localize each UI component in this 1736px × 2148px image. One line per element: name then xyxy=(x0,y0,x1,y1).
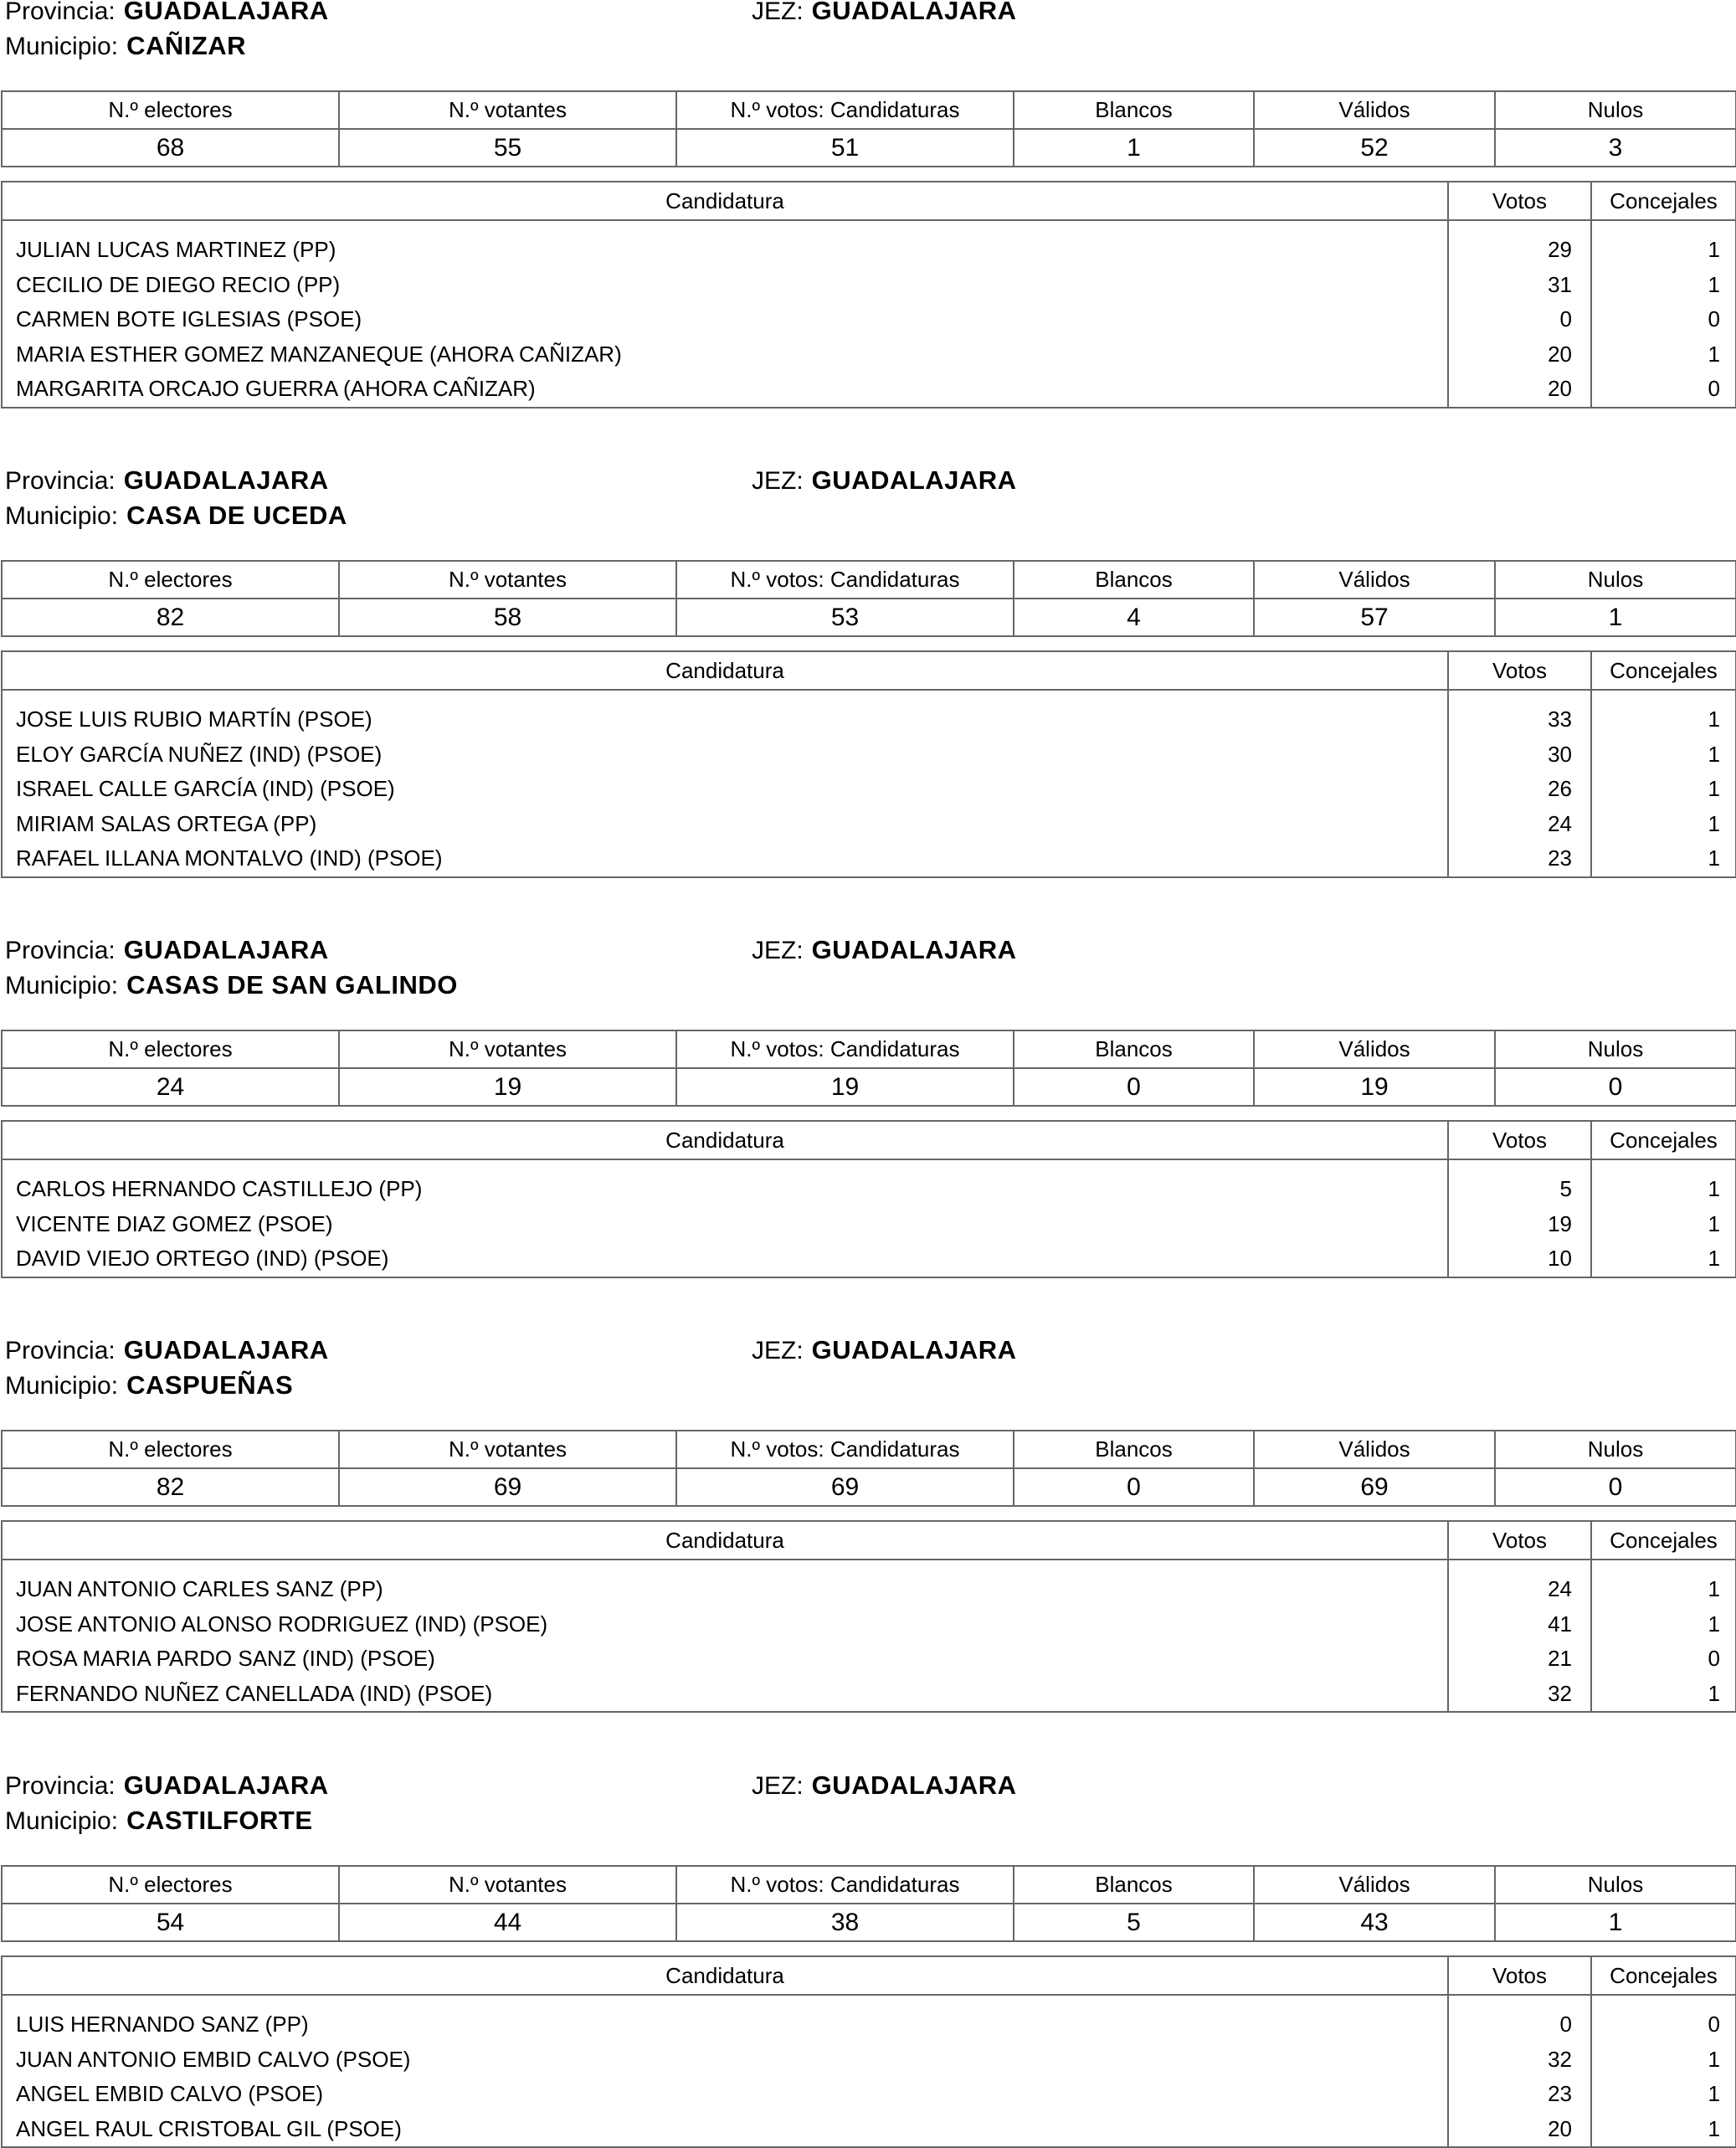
candidate-concejales: 1 xyxy=(1591,233,1736,268)
stats-header-electores: N.º electores xyxy=(2,561,339,599)
jez xyxy=(752,0,1017,26)
stats-value-votos_candidaturas: 38 xyxy=(676,1904,1014,1941)
candidate-votos: 41 xyxy=(1448,1607,1591,1642)
candidate-concejales: 1 xyxy=(1591,2043,1736,2078)
stats-value-validos: 19 xyxy=(1254,1068,1495,1106)
stats-value-votos_candidaturas: 69 xyxy=(676,1468,1014,1506)
candidate-row xyxy=(2,302,1736,337)
candidate-row xyxy=(2,1572,1736,1607)
stats-value-votos_candidaturas: 53 xyxy=(676,599,1014,636)
stats-header-electores: N.º electores xyxy=(2,1431,339,1468)
provincia xyxy=(5,936,329,965)
candidate-row xyxy=(2,1607,1736,1642)
municipio-value: CAÑIZAR xyxy=(126,31,247,60)
candidate-votos: 23 xyxy=(1448,841,1591,877)
candidate-row xyxy=(2,1241,1736,1277)
stats-header-row xyxy=(2,561,1736,599)
candidates-table xyxy=(1,1520,1736,1713)
candidate-row xyxy=(2,772,1736,807)
stats-value-nulos: 1 xyxy=(1495,599,1736,636)
municipio xyxy=(5,1371,293,1400)
candidate-concejales: 1 xyxy=(1591,337,1736,373)
jez-label: JEZ: xyxy=(752,1772,804,1800)
candidate-row xyxy=(2,2043,1736,2078)
stats-value-votantes: 44 xyxy=(339,1904,676,1941)
candidate-name: VICENTE DIAZ GOMEZ (PSOE) xyxy=(2,1207,1448,1242)
stats-header-votantes: N.º votantes xyxy=(339,561,676,599)
stats-header-blancos: Blancos xyxy=(1014,1030,1254,1068)
stats-header-row xyxy=(2,1030,1736,1068)
candidates-table xyxy=(1,181,1736,409)
stats-value-validos: 43 xyxy=(1254,1904,1495,1941)
stats-value-electores: 82 xyxy=(2,599,339,636)
candidate-concejales: 1 xyxy=(1591,1241,1736,1277)
candidate-row xyxy=(2,2007,1736,2043)
candidate-concejales: 1 xyxy=(1591,2077,1736,2112)
candidate-row xyxy=(2,841,1736,877)
stats-header-blancos: Blancos xyxy=(1014,1431,1254,1468)
stats-header-votantes: N.º votantes xyxy=(339,91,676,129)
candidate-row xyxy=(2,1172,1736,1207)
spacer-cell xyxy=(2,1560,1448,1572)
jez-label: JEZ: xyxy=(752,467,804,495)
candidate-concejales: 1 xyxy=(1591,841,1736,877)
jez-value: GUADALAJARA xyxy=(811,0,1017,25)
header-votos: Votos xyxy=(1448,182,1591,220)
header-concejales: Concejales xyxy=(1591,1956,1736,1995)
candidates-header-row xyxy=(2,1121,1736,1159)
stats-header-validos: Válidos xyxy=(1254,1866,1495,1904)
municipio-label: Municipio: xyxy=(5,33,119,60)
spacer-cell xyxy=(1448,1159,1591,1172)
header-concejales: Concejales xyxy=(1591,182,1736,220)
candidate-name: MARGARITA ORCAJO GUERRA (AHORA CAÑIZAR) xyxy=(2,372,1448,408)
jez-label: JEZ: xyxy=(752,0,804,25)
candidates-header-row xyxy=(2,1956,1736,1995)
stats-header-validos: Válidos xyxy=(1254,1431,1495,1468)
candidate-votos: 30 xyxy=(1448,737,1591,773)
stats-header-nulos: Nulos xyxy=(1495,1866,1736,1904)
candidate-concejales: 0 xyxy=(1591,1642,1736,1677)
candidate-name: JULIAN LUCAS MARTINEZ (PP) xyxy=(2,233,1448,268)
stats-value-blancos: 5 xyxy=(1014,1904,1254,1941)
candidate-row xyxy=(2,337,1736,373)
candidate-concejales: 1 xyxy=(1591,268,1736,303)
candidates-table xyxy=(1,1120,1736,1278)
provincia xyxy=(5,466,329,496)
municipio xyxy=(5,501,347,531)
candidate-concejales: 1 xyxy=(1591,772,1736,807)
municipio-value: CASTILFORTE xyxy=(126,1806,313,1835)
header-candidatura: Candidatura xyxy=(2,182,1448,220)
header-concejales: Concejales xyxy=(1591,651,1736,690)
stats-header-validos: Válidos xyxy=(1254,91,1495,129)
municipio-value: CASPUEÑAS xyxy=(126,1370,294,1400)
stats-value-validos: 57 xyxy=(1254,599,1495,636)
stats-value-nulos: 0 xyxy=(1495,1468,1736,1506)
candidate-row xyxy=(2,807,1736,842)
candidate-votos: 24 xyxy=(1448,807,1591,842)
candidate-votos: 0 xyxy=(1448,2007,1591,2043)
candidate-votos: 5 xyxy=(1448,1172,1591,1207)
stats-header-votos_candidaturas: N.º votos: Candidaturas xyxy=(676,91,1014,129)
stats-header-blancos: Blancos xyxy=(1014,91,1254,129)
municipio-value: CASAS DE SAN GALINDO xyxy=(126,970,458,999)
stats-value-electores: 82 xyxy=(2,1468,339,1506)
jez-value: GUADALAJARA xyxy=(811,465,1017,495)
header-candidatura: Candidatura xyxy=(2,1521,1448,1560)
spacer-cell xyxy=(2,1159,1448,1172)
header-votos: Votos xyxy=(1448,1956,1591,1995)
stats-value-votos_candidaturas: 19 xyxy=(676,1068,1014,1106)
stats-header-votantes: N.º votantes xyxy=(339,1866,676,1904)
candidate-votos: 33 xyxy=(1448,702,1591,737)
stats-header-nulos: Nulos xyxy=(1495,1030,1736,1068)
spacer-cell xyxy=(1448,220,1591,233)
candidate-concejales: 1 xyxy=(1591,807,1736,842)
candidate-name: DAVID VIEJO ORTEGO (IND) (PSOE) xyxy=(2,1241,1448,1277)
stats-header-nulos: Nulos xyxy=(1495,91,1736,129)
candidate-concejales: 1 xyxy=(1591,702,1736,737)
candidate-concejales: 1 xyxy=(1591,737,1736,773)
candidate-row xyxy=(2,737,1736,773)
candidate-name: ELOY GARCÍA NUÑEZ (IND) (PSOE) xyxy=(2,737,1448,773)
stats-table xyxy=(1,1430,1736,1507)
candidate-concejales: 1 xyxy=(1591,1677,1736,1713)
candidate-name: CARMEN BOTE IGLESIAS (PSOE) xyxy=(2,302,1448,337)
spacer-cell xyxy=(1591,690,1736,702)
spacer-row xyxy=(2,690,1736,702)
spacer-row xyxy=(2,1995,1736,2007)
stats-header-blancos: Blancos xyxy=(1014,561,1254,599)
candidate-name: CARLOS HERNANDO CASTILLEJO (PP) xyxy=(2,1172,1448,1207)
candidate-votos: 23 xyxy=(1448,2077,1591,2112)
header-concejales: Concejales xyxy=(1591,1121,1736,1159)
spacer-cell xyxy=(2,690,1448,702)
candidates-header-row xyxy=(2,1521,1736,1560)
stats-value-votantes: 55 xyxy=(339,129,676,167)
header-candidatura: Candidatura xyxy=(2,651,1448,690)
candidate-votos: 26 xyxy=(1448,772,1591,807)
candidate-votos: 10 xyxy=(1448,1241,1591,1277)
stats-value-row xyxy=(2,129,1736,167)
candidate-name: JUAN ANTONIO CARLES SANZ (PP) xyxy=(2,1572,1448,1607)
stats-header-votantes: N.º votantes xyxy=(339,1431,676,1468)
stats-value-row xyxy=(2,1468,1736,1506)
provincia xyxy=(5,0,329,26)
municipio xyxy=(5,32,246,61)
stats-header-votos_candidaturas: N.º votos: Candidaturas xyxy=(676,1030,1014,1068)
candidate-row xyxy=(2,702,1736,737)
stats-header-row xyxy=(2,1431,1736,1468)
jez xyxy=(752,936,1017,965)
candidate-name: ANGEL RAUL CRISTOBAL GIL (PSOE) xyxy=(2,2112,1448,2148)
municipio xyxy=(5,1806,313,1836)
candidate-name: MARIA ESTHER GOMEZ MANZANEQUE (AHORA CAÑIZAR) xyxy=(2,337,1448,373)
jez-label: JEZ: xyxy=(752,1337,804,1364)
stats-value-nulos: 0 xyxy=(1495,1068,1736,1106)
provincia-label: Provincia: xyxy=(5,1337,116,1364)
jez xyxy=(752,466,1017,496)
header-candidatura: Candidatura xyxy=(2,1956,1448,1995)
spacer-cell xyxy=(1591,1560,1736,1572)
candidates-table xyxy=(1,650,1736,878)
stats-header-electores: N.º electores xyxy=(2,1866,339,1904)
spacer-cell xyxy=(1591,1995,1736,2007)
municipio xyxy=(5,971,458,1000)
candidates-header-row xyxy=(2,651,1736,690)
header-candidatura: Candidatura xyxy=(2,1121,1448,1159)
candidate-concejales: 0 xyxy=(1591,302,1736,337)
candidate-votos: 0 xyxy=(1448,302,1591,337)
stats-value-electores: 54 xyxy=(2,1904,339,1941)
municipio-label: Municipio: xyxy=(5,502,119,530)
provincia-value: GUADALAJARA xyxy=(123,1770,329,1800)
candidate-name: CECILIO DE DIEGO RECIO (PP) xyxy=(2,268,1448,303)
stats-table xyxy=(1,90,1736,167)
spacer-cell xyxy=(2,1995,1448,2007)
candidate-row xyxy=(2,2077,1736,2112)
candidate-concejales: 1 xyxy=(1591,1607,1736,1642)
stats-header-electores: N.º electores xyxy=(2,1030,339,1068)
candidate-row xyxy=(2,2112,1736,2148)
provincia-value: GUADALAJARA xyxy=(123,465,329,495)
spacer-row xyxy=(2,1159,1736,1172)
candidate-votos: 20 xyxy=(1448,337,1591,373)
jez-value: GUADALAJARA xyxy=(811,935,1017,964)
header-concejales: Concejales xyxy=(1591,1521,1736,1560)
provincia-label: Provincia: xyxy=(5,467,116,495)
candidate-name: LUIS HERNANDO SANZ (PP) xyxy=(2,2007,1448,2043)
provincia-label: Provincia: xyxy=(5,0,116,25)
stats-value-blancos: 0 xyxy=(1014,1468,1254,1506)
spacer-row xyxy=(2,220,1736,233)
spacer-row xyxy=(2,1560,1736,1572)
stats-value-electores: 24 xyxy=(2,1068,339,1106)
stats-value-validos: 52 xyxy=(1254,129,1495,167)
candidates-header-row xyxy=(2,182,1736,220)
candidate-row xyxy=(2,1677,1736,1713)
jez-label: JEZ: xyxy=(752,937,804,964)
provincia-label: Provincia: xyxy=(5,937,116,964)
candidate-name: JUAN ANTONIO EMBID CALVO (PSOE) xyxy=(2,2043,1448,2078)
stats-value-validos: 69 xyxy=(1254,1468,1495,1506)
stats-header-votantes: N.º votantes xyxy=(339,1030,676,1068)
stats-header-votos_candidaturas: N.º votos: Candidaturas xyxy=(676,561,1014,599)
provincia-value: GUADALAJARA xyxy=(123,1335,329,1364)
stats-header-nulos: Nulos xyxy=(1495,561,1736,599)
stats-header-row xyxy=(2,1866,1736,1904)
stats-header-validos: Válidos xyxy=(1254,1030,1495,1068)
stats-header-row xyxy=(2,91,1736,129)
stats-table xyxy=(1,1865,1736,1942)
stats-value-blancos: 1 xyxy=(1014,129,1254,167)
jez xyxy=(752,1336,1017,1365)
spacer-cell xyxy=(1448,1995,1591,2007)
candidate-name: ISRAEL CALLE GARCÍA (IND) (PSOE) xyxy=(2,772,1448,807)
stats-value-votantes: 69 xyxy=(339,1468,676,1506)
municipio-value: CASA DE UCEDA xyxy=(126,501,347,530)
candidate-name: RAFAEL ILLANA MONTALVO (IND) (PSOE) xyxy=(2,841,1448,877)
stats-value-nulos: 1 xyxy=(1495,1904,1736,1941)
candidate-name: MIRIAM SALAS ORTEGA (PP) xyxy=(2,807,1448,842)
stats-value-votos_candidaturas: 51 xyxy=(676,129,1014,167)
candidate-votos: 19 xyxy=(1448,1207,1591,1242)
stats-value-row xyxy=(2,599,1736,636)
stats-header-validos: Válidos xyxy=(1254,561,1495,599)
stats-value-nulos: 3 xyxy=(1495,129,1736,167)
candidate-concejales: 1 xyxy=(1591,1207,1736,1242)
candidate-votos: 24 xyxy=(1448,1572,1591,1607)
provincia xyxy=(5,1336,329,1365)
candidate-votos: 29 xyxy=(1448,233,1591,268)
stats-table xyxy=(1,560,1736,637)
municipio-label: Municipio: xyxy=(5,1807,119,1835)
stats-value-row xyxy=(2,1904,1736,1941)
stats-header-votos_candidaturas: N.º votos: Candidaturas xyxy=(676,1431,1014,1468)
spacer-cell xyxy=(1448,1560,1591,1572)
provincia-value: GUADALAJARA xyxy=(123,935,329,964)
stats-value-blancos: 4 xyxy=(1014,599,1254,636)
candidate-votos: 20 xyxy=(1448,2112,1591,2148)
candidate-votos: 21 xyxy=(1448,1642,1591,1677)
jez xyxy=(752,1771,1017,1801)
candidate-name: FERNANDO NUÑEZ CANELLADA (IND) (PSOE) xyxy=(2,1677,1448,1713)
candidate-name: JOSE ANTONIO ALONSO RODRIGUEZ (IND) (PSOE) xyxy=(2,1607,1448,1642)
header-votos: Votos xyxy=(1448,1121,1591,1159)
candidate-concejales: 1 xyxy=(1591,1572,1736,1607)
header-votos: Votos xyxy=(1448,1521,1591,1560)
stats-value-electores: 68 xyxy=(2,129,339,167)
candidate-votos: 20 xyxy=(1448,372,1591,408)
stats-value-votantes: 58 xyxy=(339,599,676,636)
candidate-row xyxy=(2,1207,1736,1242)
spacer-cell xyxy=(1591,1159,1736,1172)
candidate-votos: 32 xyxy=(1448,1677,1591,1713)
candidate-concejales: 1 xyxy=(1591,1172,1736,1207)
candidate-concejales: 1 xyxy=(1591,2112,1736,2148)
municipio-label: Municipio: xyxy=(5,972,119,999)
stats-header-nulos: Nulos xyxy=(1495,1431,1736,1468)
candidate-votos: 32 xyxy=(1448,2043,1591,2078)
header-votos: Votos xyxy=(1448,651,1591,690)
candidate-name: JOSE LUIS RUBIO MARTÍN (PSOE) xyxy=(2,702,1448,737)
candidate-row xyxy=(2,372,1736,408)
candidate-row xyxy=(2,233,1736,268)
candidate-row xyxy=(2,1642,1736,1677)
stats-value-votantes: 19 xyxy=(339,1068,676,1106)
stats-header-votos_candidaturas: N.º votos: Candidaturas xyxy=(676,1866,1014,1904)
stats-table xyxy=(1,1030,1736,1107)
municipio-label: Municipio: xyxy=(5,1372,119,1400)
candidate-name: ROSA MARIA PARDO SANZ (IND) (PSOE) xyxy=(2,1642,1448,1677)
provincia-value: GUADALAJARA xyxy=(123,0,329,25)
provincia-label: Provincia: xyxy=(5,1772,116,1800)
spacer-cell xyxy=(1591,220,1736,233)
candidate-row xyxy=(2,268,1736,303)
stats-header-blancos: Blancos xyxy=(1014,1866,1254,1904)
spacer-cell xyxy=(1448,690,1591,702)
spacer-cell xyxy=(2,220,1448,233)
jez-value: GUADALAJARA xyxy=(811,1335,1017,1364)
stats-value-blancos: 0 xyxy=(1014,1068,1254,1106)
stats-value-row xyxy=(2,1068,1736,1106)
candidate-votos: 31 xyxy=(1448,268,1591,303)
provincia xyxy=(5,1771,329,1801)
candidate-concejales: 0 xyxy=(1591,2007,1736,2043)
jez-value: GUADALAJARA xyxy=(811,1770,1017,1800)
candidate-name: ANGEL EMBID CALVO (PSOE) xyxy=(2,2077,1448,2112)
stats-header-electores: N.º electores xyxy=(2,91,339,129)
candidates-table xyxy=(1,1955,1736,2148)
candidate-concejales: 0 xyxy=(1591,372,1736,408)
